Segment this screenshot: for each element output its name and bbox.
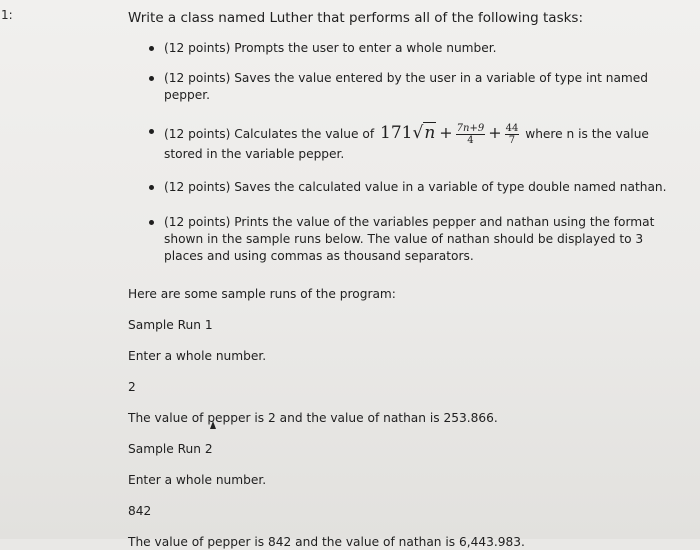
sample-runs-intro: Here are some sample runs of the program:: [128, 287, 396, 301]
task-3-suffix: where n is the value stored in the variable pepper.: [164, 127, 649, 161]
task-item: (12 points) Prints the value of the variables pepper and nathan using the format shown in the sample runs below. The value of nathan should be displayed to 3 places and using commas as thousand separators.: [128, 214, 668, 265]
plus-sign: +: [439, 123, 453, 142]
task-item: (12 points) Saves the calculated value in a variable of type double named nathan.: [128, 179, 668, 196]
question-body: [128, 9, 668, 550]
sample-run-1-input: 2: [128, 380, 136, 394]
fraction-2: [505, 123, 520, 146]
fraction-2-denominator: 7: [508, 135, 516, 146]
formula-radicand: n: [424, 123, 436, 143]
plus-sign: +: [488, 123, 502, 142]
formula: [380, 123, 519, 146]
sqrt-symbol: √n: [412, 123, 436, 143]
sample-run-1-title: Sample Run 1: [128, 318, 213, 332]
formula-coefficient: 171: [380, 123, 413, 143]
sample-run-2-input: 842: [128, 504, 152, 518]
sample-run-1-prompt: Enter a whole number.: [128, 349, 267, 363]
sample-run-2-title: Sample Run 2: [128, 442, 213, 456]
task-item: (12 points) Prompts the user to enter a whole number.: [128, 40, 668, 57]
fraction-2-numerator: 44: [505, 123, 519, 134]
fraction-1-denominator: 4: [467, 135, 474, 146]
fraction-1-numerator: 7n+9: [456, 123, 485, 134]
task-item-formula: (12 points) Calculates the value of 171√n + $\frac{7n+9}{4}$ + $\frac{44}{7}$ where n is the value stored in the variable pepper.: [128, 123, 668, 163]
sample-run-1-output: The value of pepper is 2 and the value of nathan is 253.866.: [128, 411, 498, 425]
task-list: [128, 40, 668, 265]
fraction-1: [456, 123, 486, 146]
sample-run-2-prompt: Enter a whole number.: [128, 473, 267, 487]
sample-run-2-output: The value of pepper is 842 and the value of nathan is 6,443.983.: [128, 535, 525, 549]
question-number: 1:: [1, 8, 13, 22]
task-item: (12 points) Saves the value entered by the user in a variable of type int named pepper.: [128, 70, 668, 104]
mouse-pointer-icon: [210, 421, 216, 429]
question-intro: Write a class named Luther that performs all of the following tasks:: [128, 10, 584, 26]
